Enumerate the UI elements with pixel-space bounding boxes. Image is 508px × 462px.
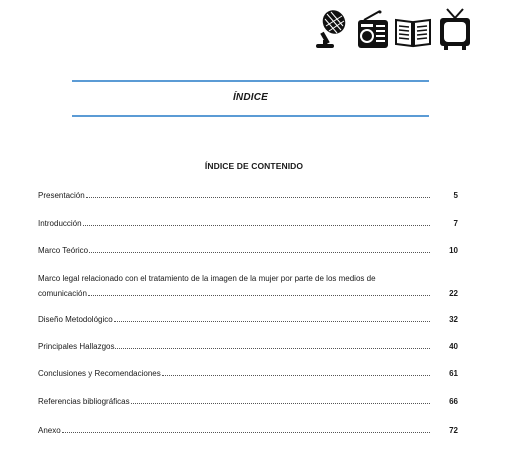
toc-leader-dots (88, 295, 430, 296)
toc-entry-diseno-metodologico[interactable] (38, 314, 458, 325)
radio-icon (356, 10, 390, 50)
toc-entry-marco-legal[interactable] (38, 273, 458, 299)
toc-entry-label: Diseño Metodológico (38, 315, 113, 324)
toc-entry-anexo[interactable] (38, 425, 458, 436)
toc-leader-dots (89, 252, 430, 253)
toc-entry-page: 10 (449, 246, 458, 255)
toc-leader-dots (114, 321, 430, 322)
toc-entry-presentacion[interactable] (38, 190, 458, 201)
page-title: ÍNDICE (232, 92, 269, 103)
toc-leader-dots (162, 375, 430, 376)
toc-entry-label-line1: Marco legal relacionado con el tratamiento de la imagen de la mujer por parte de los medios de (38, 274, 376, 283)
toc-entry-marco-teorico[interactable] (38, 245, 458, 256)
toc-entry-conclusiones[interactable] (38, 368, 458, 379)
toc-entry-label: Anexo (38, 426, 61, 435)
microphone-icon (314, 8, 350, 52)
toc-entry-page: 66 (449, 397, 458, 406)
media-icons (314, 6, 474, 54)
toc-entry-page: 5 (453, 191, 458, 200)
toc-entry-label: Presentación (38, 191, 85, 200)
toc-leader-dots (115, 348, 430, 349)
toc-entry-page: 7 (453, 219, 458, 228)
toc-entry-label: Conclusiones y Recomendaciones (38, 369, 161, 378)
toc-leader-dots (83, 225, 430, 226)
toc-leader-dots (62, 432, 430, 433)
toc-entry-page: 32 (449, 315, 458, 324)
header-rule-top (72, 80, 429, 82)
toc-entry-page: 22 (449, 289, 458, 298)
toc-entry-page: 72 (449, 426, 458, 435)
toc-entry-page: 61 (449, 369, 458, 378)
toc-leader-dots (86, 197, 430, 198)
toc-entry-label: Introducción (38, 219, 82, 228)
toc-entry-label: Principales Hallazgos (38, 342, 115, 351)
toc-heading: ÍNDICE DE CONTENIDO (204, 161, 304, 171)
header-rule-bottom (72, 115, 429, 117)
toc-entry-label-line2: comunicación (38, 289, 87, 298)
toc-entry-referencias[interactable] (38, 396, 458, 407)
toc-entry-introduccion[interactable] (38, 218, 458, 229)
toc-entry-label: Referencias bibliográficas (38, 397, 130, 406)
toc-entry-principales-hallazgos[interactable] (38, 341, 458, 352)
toc-entry-label: Marco Teórico (38, 246, 89, 255)
newspaper-icon (394, 16, 432, 48)
toc-entry-page: 40 (449, 342, 458, 351)
toc-leader-dots (131, 403, 430, 404)
television-icon (438, 8, 472, 52)
